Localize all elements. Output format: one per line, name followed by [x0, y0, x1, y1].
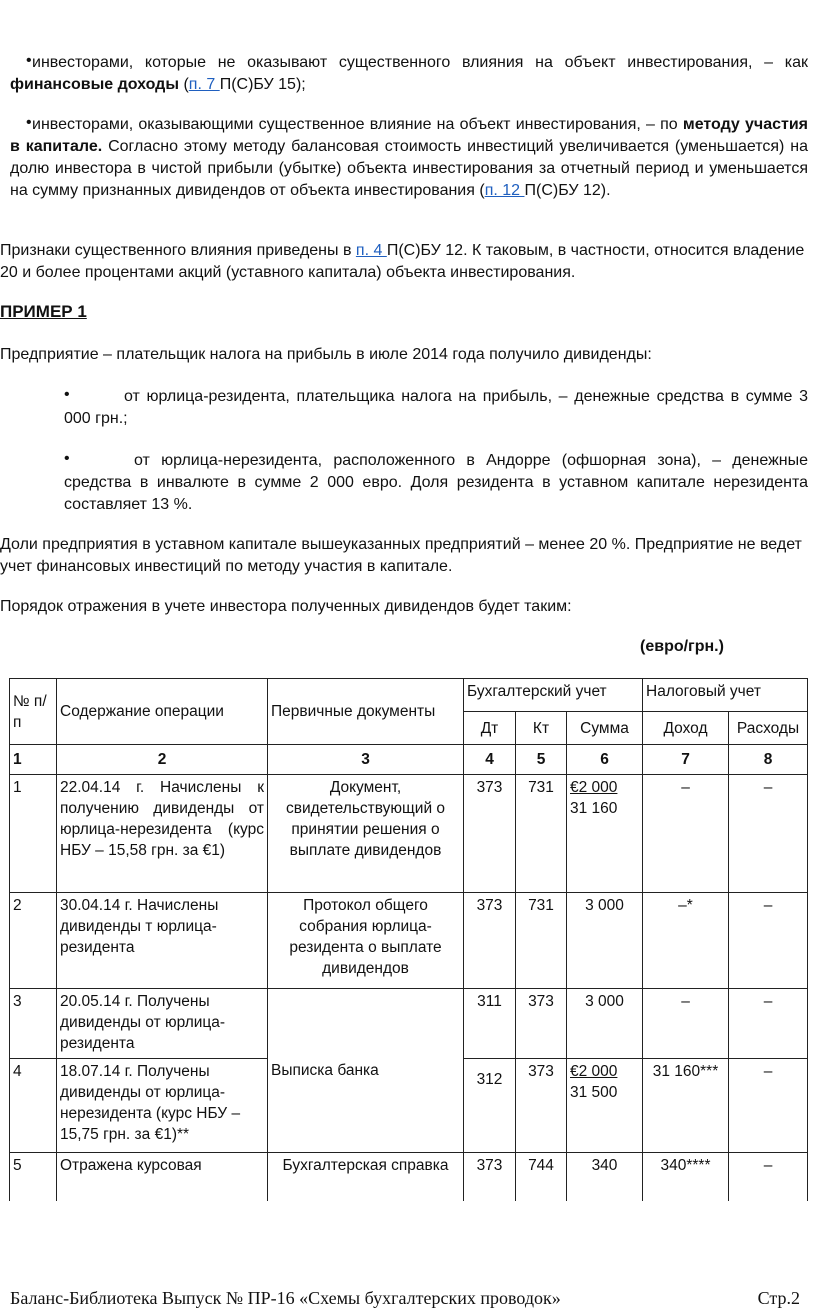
- row-num: 3: [10, 989, 57, 1059]
- header-income: Доход: [643, 712, 729, 745]
- order-paragraph: [0, 596, 808, 618]
- postings-table: [9, 678, 808, 1201]
- bullet-glyph: •: [64, 450, 70, 467]
- row-expenses: –: [729, 1059, 808, 1153]
- row-income: –: [643, 775, 729, 893]
- row-dt: 373: [464, 893, 516, 989]
- row-sum-uah: 31 500: [570, 1084, 618, 1101]
- row-sum-eur: €2 000: [570, 1063, 618, 1080]
- row-kt: 373: [516, 989, 567, 1059]
- link-p7[interactable]: п. 7: [188, 76, 220, 93]
- table-colnum-row: [10, 745, 808, 775]
- row-expenses: –: [729, 989, 808, 1059]
- shares-text: Доли предприятия в уставном капитале вышеуказанных предприятий – менее 20 %. Предприятие не ведет учет финансовых инвестиций по методу участия в капитале.: [0, 536, 802, 575]
- row-income: 31 160***: [643, 1059, 729, 1153]
- row-document: Бухгалтерская справка: [268, 1153, 464, 1201]
- row-dt: 311: [464, 989, 516, 1059]
- row-document: Документ, свидетельствующий о принятии решения о выплате дивидендов: [268, 775, 464, 893]
- row-content: 18.07.14 г. Получены дивиденды от юрлица-нерезидента (курс НБУ – 15,75 грн. за €1)**: [57, 1059, 268, 1153]
- intro-bullet-2-text-b: Согласно этому методу балансовая стоимость инвестиций увеличивается (уменьшается) на долю инвестора в чистой прибыли (убытке) объекта инвестирования за отчетный период и уменьшается на сумму признанных дивидендов от объекта инвестирования (: [10, 138, 808, 199]
- intro-bullet-1-text-c: П(С)БУ 15);: [219, 76, 306, 93]
- example-intro-text: Предприятие – плательщик налога на прибыль в июле 2014 года получило дивиденды:: [0, 346, 652, 363]
- row-num: 2: [10, 893, 57, 989]
- header-dt: Дт: [464, 712, 516, 745]
- row-document: Протокол общего собрания юрлица-резидента о выплате дивидендов: [268, 893, 464, 989]
- header-tax: Налоговый учет: [643, 679, 808, 712]
- bullet-glyph: •: [64, 386, 70, 403]
- header-sum: Сумма: [567, 712, 643, 745]
- row-sum: 3 000: [567, 989, 643, 1059]
- intro-bullet-2-text-a: инвесторами, оказывающими существенное влияние на объект инвестирования, – по: [32, 116, 683, 133]
- row-sum: 340: [567, 1153, 643, 1201]
- signs-paragraph: [0, 240, 808, 284]
- intro-bullet-2-bold: методу участия в капитале.: [10, 116, 808, 155]
- intro-bullet-1-text-b: (: [179, 76, 189, 93]
- signs-text-b: П(С)БУ 12. К таковым, в частности, относится владение 20 и более процентами акций (уставного капитала) объекта инвестирования.: [0, 242, 805, 281]
- col-number: 5: [516, 745, 567, 775]
- bullet-glyph: •: [26, 52, 32, 69]
- col-number: 6: [567, 745, 643, 775]
- row-dt: 373: [464, 1153, 516, 1201]
- row-income: 340****: [643, 1153, 729, 1201]
- bullet-glyph: •: [26, 114, 32, 131]
- row-content: 30.04.14 г. Начислены дивиденды т юрлица-резидента: [57, 893, 268, 989]
- footer-publication: Баланс-Библиотека Выпуск № ПР-16 «Схемы бухгалтерских проводок»: [10, 1288, 561, 1308]
- row-expenses: –: [729, 775, 808, 893]
- row-content: Отражена курсовая: [57, 1153, 268, 1201]
- col-number: 4: [464, 745, 516, 775]
- intro-bullet-2: [10, 114, 808, 202]
- row-kt: 731: [516, 775, 567, 893]
- example-bullet-2: [64, 450, 808, 516]
- row-kt: 731: [516, 893, 567, 989]
- shares-paragraph: [0, 534, 808, 578]
- order-text: Порядок отражения в учете инвестора полученных дивидендов будет таким:: [0, 598, 572, 615]
- header-docs: Первичные документы: [268, 679, 464, 745]
- row-sum-uah: 31 160: [570, 800, 618, 817]
- col-number: 2: [57, 745, 268, 775]
- row-expenses: –: [729, 1153, 808, 1201]
- row-dt: 373: [464, 775, 516, 893]
- row-num: 5: [10, 1153, 57, 1201]
- example-bullet-1-text: от юрлица-резидента, плательщика налога на прибыль, – денежные средства в сумме 3 000 грн.;: [64, 388, 808, 427]
- table-row: [10, 989, 808, 1059]
- row-sum-eur: €2 000: [570, 779, 618, 796]
- intro-bullet-1: [10, 52, 808, 96]
- link-p4[interactable]: п. 4: [355, 242, 387, 259]
- signs-text-a: Признаки существенного влияния приведены в: [0, 242, 356, 259]
- col-number: 1: [10, 745, 57, 775]
- units-label: (евро/грн.): [640, 638, 724, 655]
- row-income: –: [643, 989, 729, 1059]
- row-content: 22.04.14 г. Начислены к получению дивиденды от юрлица-нерезидента (курс НБУ – 15,58 грн. за €1): [57, 775, 268, 893]
- row-kt: 744: [516, 1153, 567, 1201]
- row-num: 1: [10, 775, 57, 893]
- header-content: Содержание операции: [57, 679, 268, 745]
- row-income: –*: [643, 893, 729, 989]
- row-document-bank-statement: Выписка банка: [268, 989, 464, 1153]
- row-sum: 3 000: [567, 893, 643, 989]
- col-number: 7: [643, 745, 729, 775]
- row-dt: 312: [464, 1059, 516, 1153]
- table-row: [10, 775, 808, 893]
- header-expenses: Расходы: [729, 712, 808, 745]
- header-kt: Кт: [516, 712, 567, 745]
- row-sum: [567, 1059, 643, 1153]
- page-footer: [10, 1288, 800, 1309]
- table-row: [10, 893, 808, 989]
- link-p12[interactable]: п. 12: [484, 182, 525, 199]
- row-expenses: –: [729, 893, 808, 989]
- table-header-row-1: [10, 679, 808, 712]
- intro-bullet-2-text-c: П(С)БУ 12).: [524, 182, 611, 199]
- intro-bullet-1-bold: финансовые доходы: [10, 76, 179, 93]
- header-num: № п/п: [10, 679, 57, 745]
- row-num: 4: [10, 1059, 57, 1153]
- table-row: [10, 1153, 808, 1201]
- col-number: 8: [729, 745, 808, 775]
- row-content: 20.05.14 г. Получены дивиденды от юрлица-резидента: [57, 989, 268, 1059]
- footer-page-number: Стр.2: [757, 1288, 800, 1308]
- example-intro: [0, 344, 808, 366]
- col-number: 3: [268, 745, 464, 775]
- row-sum: [567, 775, 643, 893]
- example-bullet-1: [64, 386, 808, 430]
- header-accounting: Бухгалтерский учет: [464, 679, 643, 712]
- example-bullet-2-text: от юрлица-нерезидента, расположенного в Андорре (офшорная зона), – денежные средства в инвалюте в сумме 2 000 евро. Доля резидента в уставном капитале нерезидента составляет 13 %.: [64, 452, 808, 513]
- example-heading: ПРИМЕР 1: [0, 302, 87, 321]
- intro-bullet-1-text-a: инвесторами, которые не оказывают существенного влияния на объект инвестирования, – как: [32, 54, 808, 71]
- row-kt: 373: [516, 1059, 567, 1153]
